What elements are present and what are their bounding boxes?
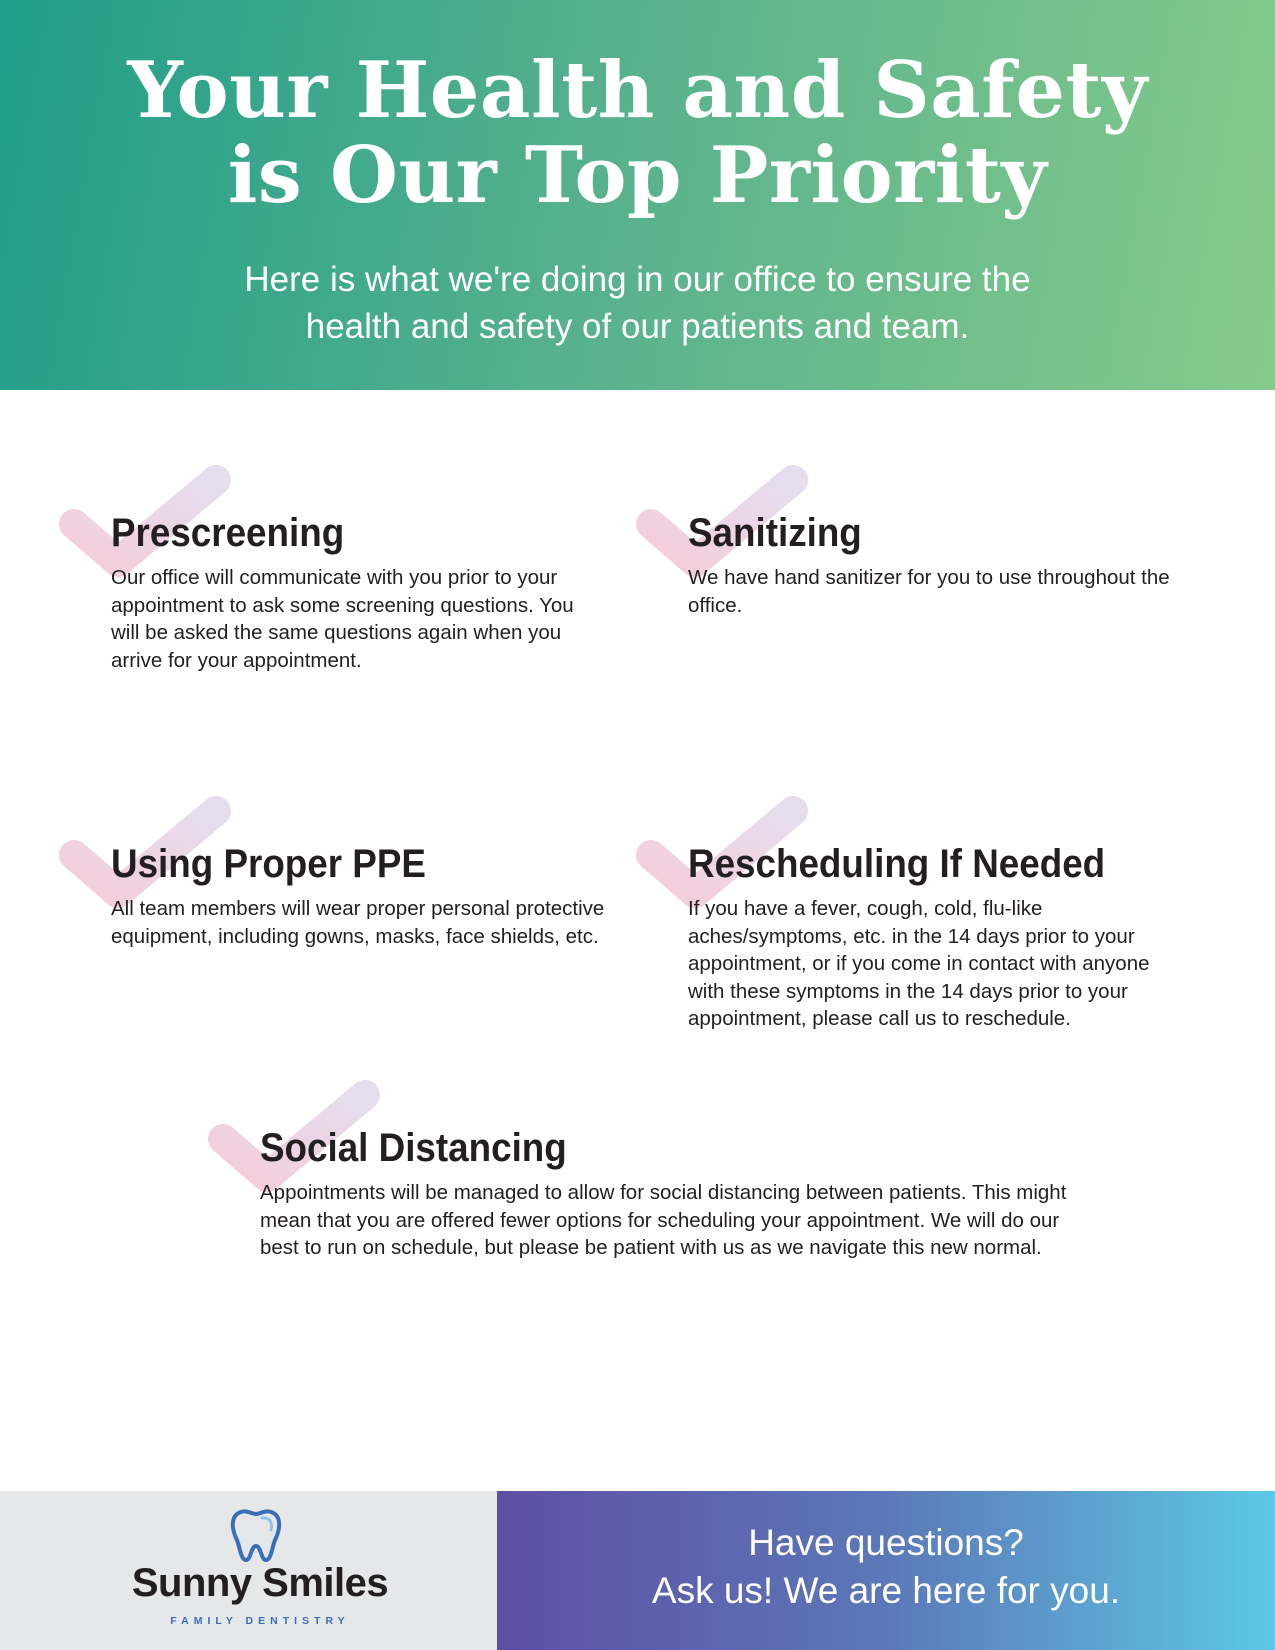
item-heading: Rescheduling If Needed <box>688 842 1106 886</box>
item-rescheduling <box>688 841 1173 1033</box>
item-proper-ppe <box>111 841 606 950</box>
item-social-distancing <box>260 1125 1080 1262</box>
contact-line-2: Ask us! We are here for you. <box>651 1570 1121 1611</box>
page-title <box>0 45 1275 221</box>
brand-name: Sunny Smiles <box>131 1561 389 1605</box>
page-subtitle <box>0 256 1275 350</box>
item-heading: Prescreening <box>111 511 345 555</box>
item-prescreening <box>111 510 606 674</box>
title-line-1: Your Health and Safety <box>127 45 1148 136</box>
title-line-2: is Our Top Priority <box>227 130 1048 221</box>
subtitle-line-1: Here is what we're doing in our office to ensure the <box>244 260 1031 299</box>
contact-line-1: Have questions? <box>748 1522 1024 1563</box>
item-text: We have hand sanitizer for you to use throughout the office. <box>688 566 1170 617</box>
header-banner <box>0 0 1275 390</box>
item-text: All team members will wear proper personal protective equipment, including gowns, masks, face shields, etc. <box>111 897 605 948</box>
brand-subtitle: FAMILY DENTISTRY <box>170 1615 350 1627</box>
subtitle-line-2: health and safety of our patients and team. <box>305 307 970 346</box>
item-heading: Social Distancing <box>260 1126 567 1170</box>
footer-contact-panel <box>497 1491 1275 1650</box>
item-heading: Using Proper PPE <box>111 842 426 886</box>
item-text: Our office will communicate with you prior to your appointment to ask some screening questions. You will be asked the same questions again when you arrive for your appointment. <box>111 566 574 672</box>
item-heading: Sanitizing <box>688 511 862 555</box>
item-text: Appointments will be managed to allow for social distancing between patients. This might mean that you are offered fewer options for scheduling your appointment. We will do our best to run on schedule, but please be patient with us as we navigate this new normal. <box>260 1181 1067 1259</box>
item-text: If you have a fever, cough, cold, flu-like aches/symptoms, etc. in the 14 days prior to your appointment, or if you come in contact with anyone with these symptoms in the 14 days prior to your appointment, please call us to reschedule. <box>688 897 1150 1030</box>
contact-message <box>497 1519 1275 1615</box>
tooth-icon <box>227 1508 285 1564</box>
item-sanitizing <box>688 510 1183 619</box>
